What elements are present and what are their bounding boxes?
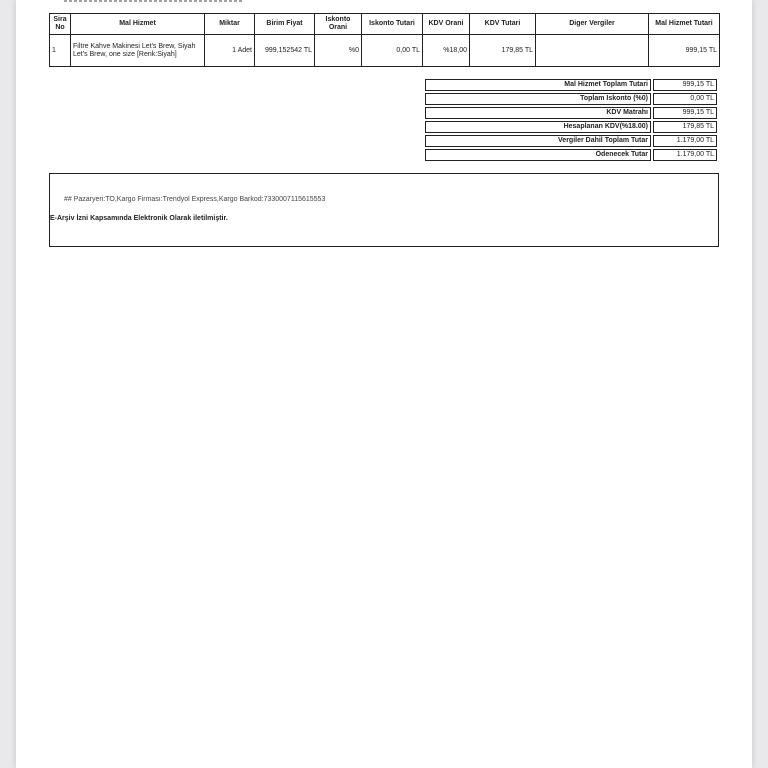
header-mal-hizmet: Mal Hizmet [71,14,205,35]
header-iskonto-orani: Iskonto Orani [315,14,362,35]
total-label-hesaplanan-kdv: Hesaplanan KDV(%18.00) [425,121,651,133]
cell-mal-hizmet: Filtre Kahve Makinesi Let's Brew, Siyah Let's Brew, one size [Renk:Siyah] [71,35,205,67]
table-header-row [50,14,720,35]
cell-sira: 1 [50,35,71,67]
notes-box [49,173,719,247]
totals-row [425,107,719,121]
total-label-mal-hizmet: Mal Hizmet Toplam Tutari [425,79,651,91]
total-value-kdv-matrahi: 999,15 TL [653,107,717,119]
shipping-note: ## Pazaryeri:TO,Kargo Firması:Trendyol Express,Kargo Barkod:7330007115615553 [64,196,326,203]
header-iskonto-tutari: Iskonto Tutari [362,14,423,35]
total-label-vergiler-dahil: Vergiler Dahil Toplam Tutar [425,135,651,147]
total-label-kdv-matrahi: KDV Matrahı [425,107,651,119]
header-sira-no: Sira No [50,14,71,35]
totals-row [425,149,719,163]
cell-iskonto-orani: %0 [315,35,362,67]
table-row [50,35,720,67]
cell-mal-hizmet-tutari: 999,15 TL [649,35,720,67]
header-kdv-orani: KDV Orani [423,14,470,35]
cell-iskonto-tutari: 0,00 TL [362,35,423,67]
totals-table [425,79,719,163]
header-diger-vergiler: Diger Vergiler [536,14,649,35]
total-label-odenecek: Ödenecek Tutar [425,149,651,161]
e-arsiv-note: E-Arşiv İzni Kapsamında Elektronik Olarak iletilmiştir. [50,215,228,222]
total-value-hesaplanan-kdv: 179,85 TL [653,121,717,133]
totals-row [425,121,719,135]
cell-kdv-orani: %18,00 [423,35,470,67]
totals-row [425,135,719,149]
header-miktar: Miktar [205,14,255,35]
total-value-odenecek: 1.179,00 TL [653,149,717,161]
cell-miktar: 1 Adet [205,35,255,67]
cell-kdv-tutari: 179,85 TL [470,35,536,67]
cropped-header-text [64,0,244,2]
header-kdv-tutari: KDV Tutari [470,14,536,35]
total-value-mal-hizmet: 999,15 TL [653,79,717,91]
total-value-vergiler-dahil: 1.179,00 TL [653,135,717,147]
cell-birim-fiyat: 999,152542 TL [255,35,315,67]
header-mal-hizmet-tutari: Mal Hizmet Tutari [649,14,720,35]
totals-row [425,93,719,107]
total-value-iskonto: 0,00 TL [653,93,717,105]
total-label-iskonto: Toplam Iskonto (%0) [425,93,651,105]
items-table [49,13,720,67]
header-birim-fiyat: Birim Fiyat [255,14,315,35]
cell-diger-vergiler [536,35,649,67]
totals-row [425,79,719,93]
